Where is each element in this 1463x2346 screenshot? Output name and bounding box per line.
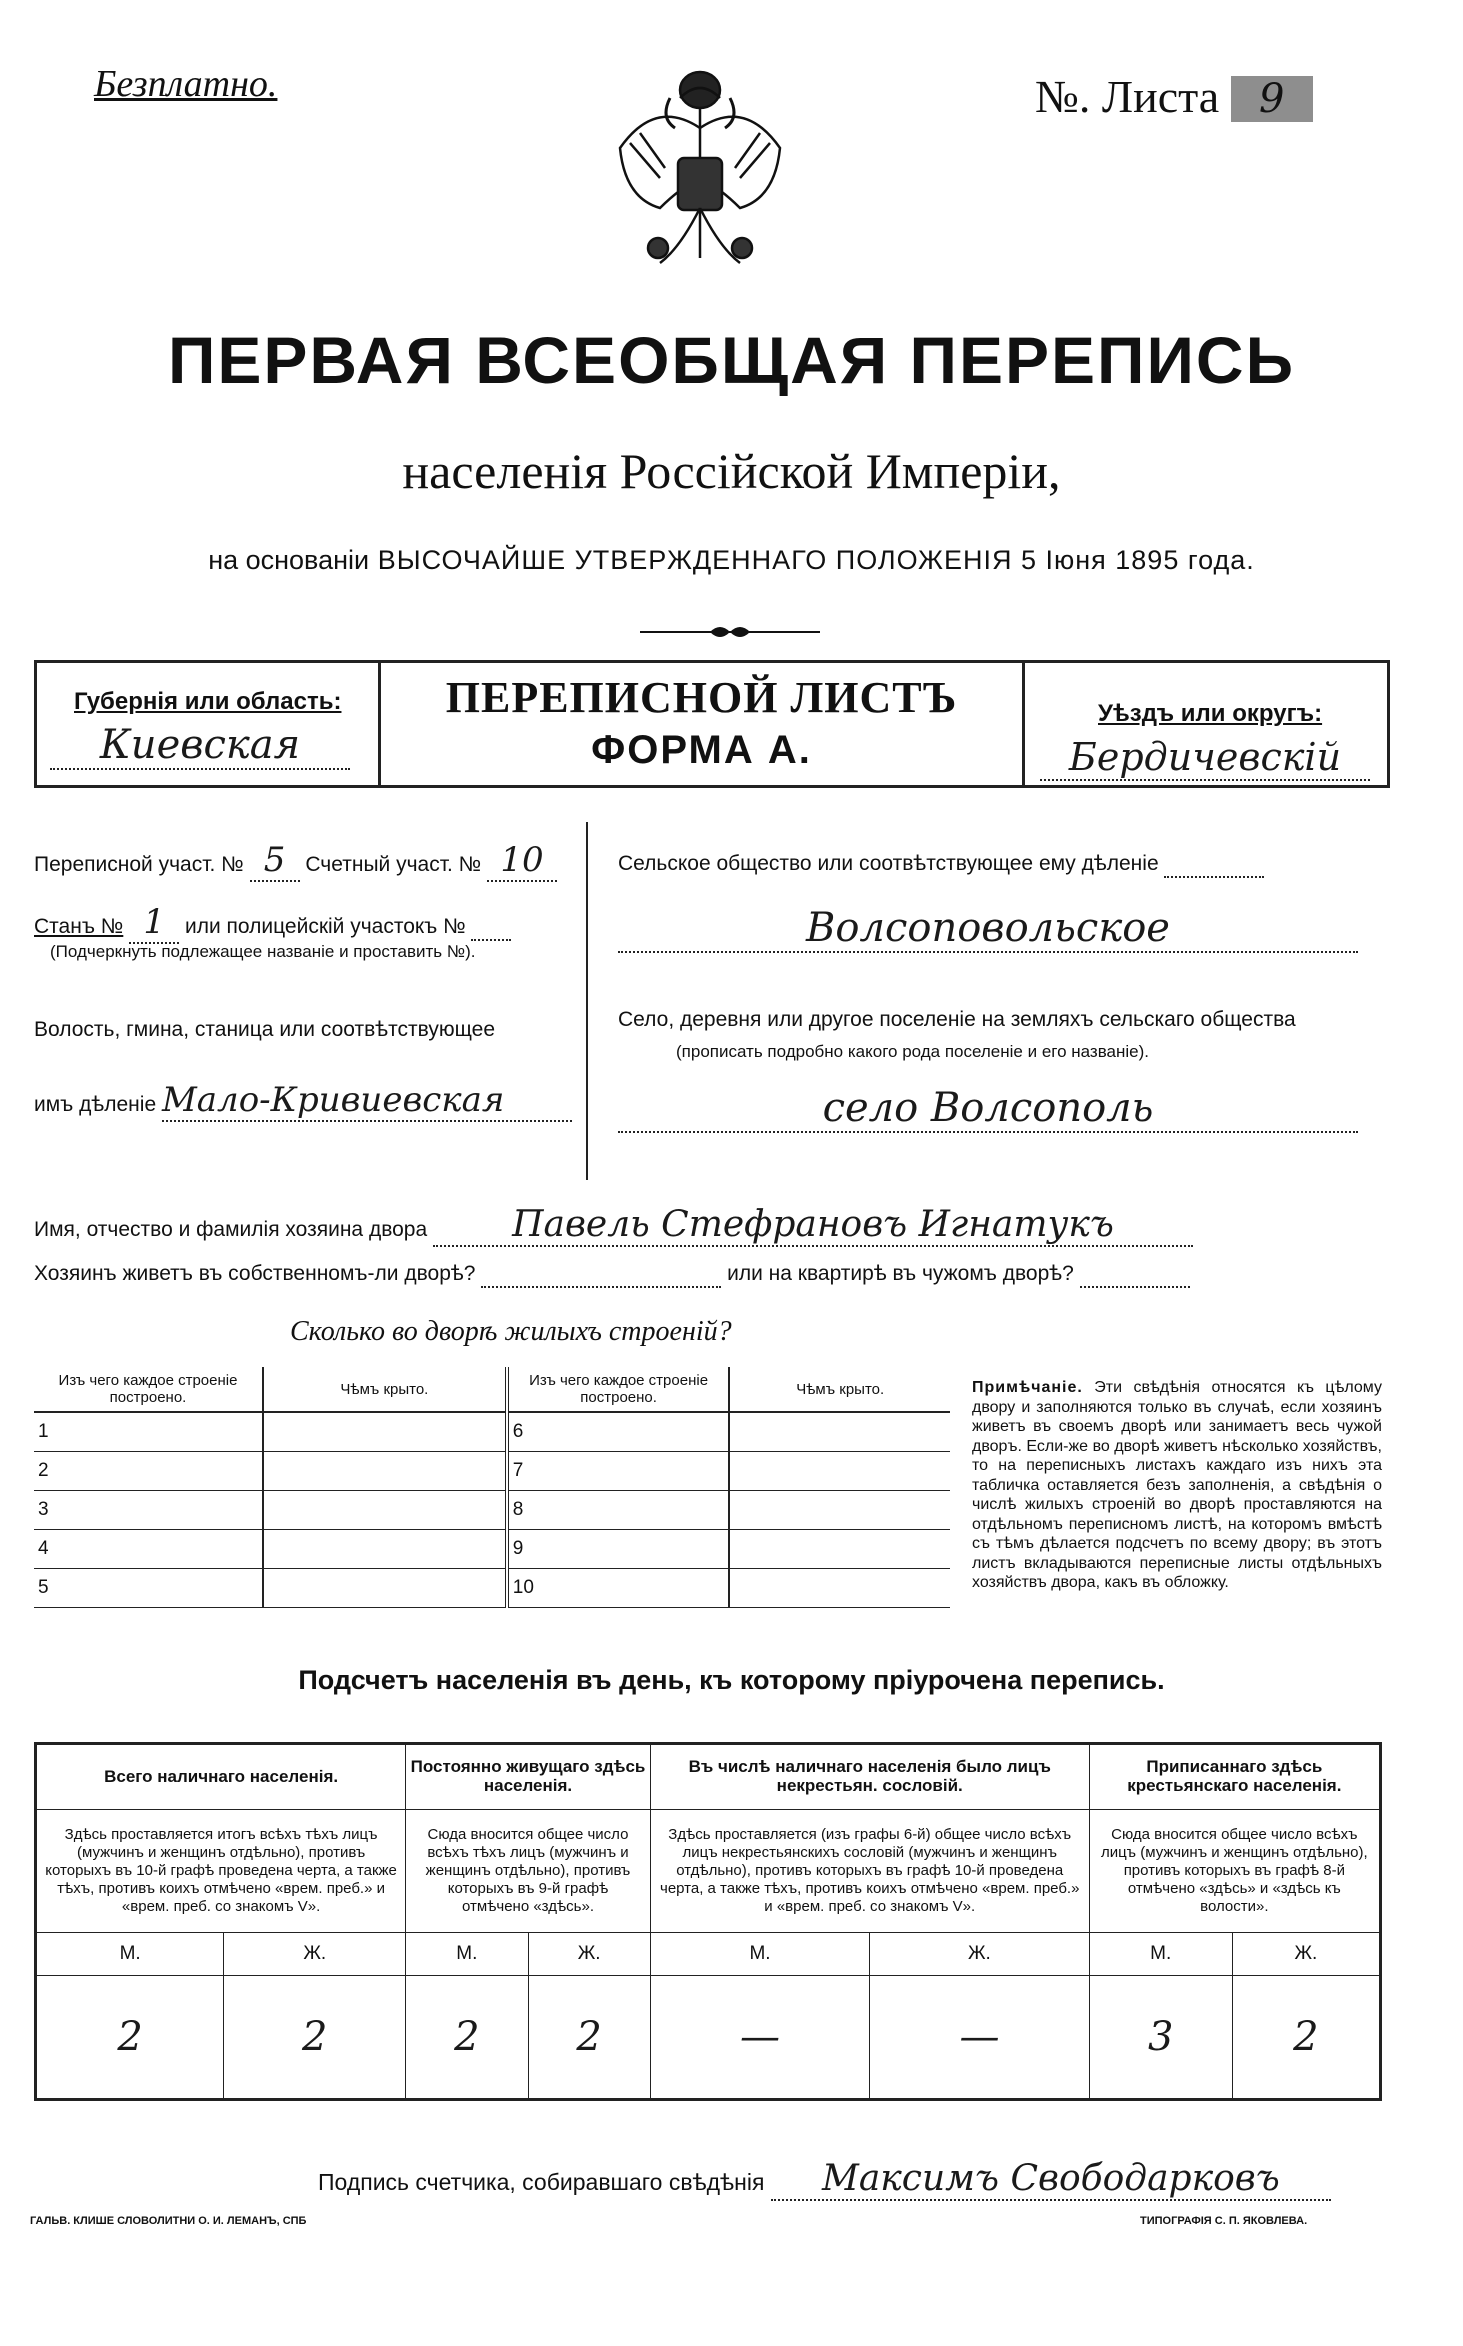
pop-col-2-desc: Сюда вносится общее число всѣхъ тѣхъ лицъ (мужчинъ и женщинъ отдѣльно), противъ которыхъ въ 9-й графѣ отмѣчено «здѣсь».	[406, 1810, 651, 1933]
roof-cell	[729, 1491, 950, 1530]
pop-col-1-header: Всего наличнаго населенія.	[36, 1744, 406, 1810]
value-nonpeasant-m: —	[650, 1976, 869, 2100]
society-label-line	[1164, 852, 1264, 878]
gubernia-label: Губернія или область:	[74, 688, 342, 715]
field-divider	[586, 822, 588, 1180]
pop-col-3-desc: Здѣсь проставляется (изъ графы 6-й) общее число всѣхъ лицъ некрестьянскихъ сословій (мужчинъ и женщинъ отдѣльно), противъ которыхъ въ графѣ 10-й проведена черта, а также тѣхъ, противъ коихъ отмѣчено «врем. преб.» и «врем. преб. со знакомъ V».	[650, 1810, 1089, 1933]
pop-col-1-desc: Здѣсь проставляется итогъ всѣхъ тѣхъ лицъ (мужчинъ и женщинъ отдѣльно), противъ которыхъ въ 10-й графѣ проведена черта, а также тѣхъ, противъ коихъ отмѣчено «врем. преб.» и «врем. преб. со знакомъ V».	[36, 1810, 406, 1933]
population-table	[34, 1742, 1382, 2101]
value-resident-f: 2	[528, 1976, 650, 2100]
value-peasant-f: 2	[1232, 1976, 1380, 2100]
free-label: Безплатно.	[94, 63, 278, 105]
uezd-value: Бердичевскій	[1040, 735, 1370, 781]
signature-row	[318, 2158, 1331, 2201]
value-nonpeasant-f: —	[870, 1976, 1089, 2100]
row-number: 7	[507, 1452, 730, 1491]
population-sex-row	[36, 1933, 1381, 1976]
basis-line	[0, 545, 1463, 576]
basis-prefix: на основаніи	[208, 545, 370, 575]
table-row	[34, 1569, 950, 1608]
census-area-value: 5	[250, 840, 300, 882]
gubernia-value: Киевская	[50, 722, 350, 770]
police-value-line	[471, 915, 511, 941]
owner-name-label: Имя, отчество и фамилія хозяина двора	[34, 1218, 428, 1241]
volost-value: Мало-Кривиевская	[162, 1080, 572, 1122]
buildings-question	[290, 1316, 732, 1348]
pop-col-4-header: Приписаннаго здѣсь крестьянскаго населенія.	[1089, 1744, 1380, 1810]
table-row	[34, 1491, 950, 1530]
female-label: Ж.	[224, 1933, 406, 1976]
pop-col-2-header: Постоянно живущаго здѣсь населенія.	[406, 1744, 651, 1810]
volost-label-2: имъ дѣленіе	[34, 1093, 157, 1116]
roof-cell	[729, 1452, 950, 1491]
row-number: 2	[34, 1452, 263, 1491]
printer-right: ТИПОГРАФІЯ С. П. ЯКОВЛЕВА.	[1140, 2215, 1308, 2227]
roof-cell	[729, 1530, 950, 1569]
owner-lives-label: Хозяинъ живетъ въ собственномъ-ли дворѣ?	[34, 1262, 476, 1285]
uezd-label: Уѣздъ или округъ:	[1098, 700, 1323, 727]
form-subtitle: ФОРМА А.	[591, 728, 812, 772]
ornament-divider	[640, 622, 820, 642]
owner-or-line	[1080, 1262, 1190, 1288]
volost-label: Волость, гмина, станица или соотвѣтствующее	[34, 1018, 495, 1041]
owner-or-label: или на квартирѣ въ чужомъ дворѣ?	[727, 1262, 1074, 1285]
roof-cell	[729, 1569, 950, 1608]
society-value: Волсоповольское	[618, 905, 1358, 953]
buildings-question-text: Сколько во дворѣ жилыхъ строеній?	[290, 1316, 732, 1347]
population-title: Подсчетъ населенія въ день, къ которому пріурочена перепись.	[298, 1665, 1165, 1695]
society-row	[618, 852, 1264, 878]
roof-cell	[263, 1491, 507, 1530]
main-title: ПЕРВАЯ ВСЕОБЩАЯ ПЕРЕПИСЬ	[167, 323, 1296, 397]
col-roof-right: Чѣмъ крыто.	[729, 1367, 950, 1412]
stan-label: Станъ №	[34, 915, 124, 938]
col-material-left: Изъ чего каждое строеніе построено.	[34, 1367, 263, 1412]
owner-lives-row	[34, 1262, 1190, 1288]
roof-cell	[263, 1569, 507, 1608]
row-number: 4	[34, 1530, 263, 1569]
male-label: М.	[1089, 1933, 1232, 1976]
table-row	[34, 1412, 950, 1452]
female-label: Ж.	[870, 1933, 1089, 1976]
counting-area-value: 10	[487, 840, 557, 882]
village-hint: (прописать подробно какого рода поселеніе и его названіе).	[676, 1042, 1150, 1061]
population-values-row	[36, 1976, 1381, 2100]
value-peasant-m: 3	[1089, 1976, 1232, 2100]
printer-left: ГАЛЬВ. КЛИШЕ СЛОВОЛИТНИ О. И. ЛЕМАНЪ, СПБ	[30, 2215, 307, 2227]
col-roof-left: Чѣмъ крыто.	[263, 1367, 507, 1412]
pop-col-3-header: Въ числѣ наличнаго населенія было лицъ некрестьян. сословій.	[650, 1744, 1089, 1810]
owner-name-value: Павель Стефрановъ Игнатукъ	[433, 1204, 1193, 1247]
buildings-table	[34, 1367, 950, 1608]
police-label: или полицейскій участокъ №	[185, 915, 466, 938]
counting-area-label: Счетный участ. №	[305, 853, 482, 876]
value-total-f: 2	[224, 1976, 406, 2100]
female-label: Ж.	[1232, 1933, 1380, 1976]
roof-cell	[263, 1412, 507, 1452]
sheet-number-label: №. Листа	[1035, 71, 1220, 122]
roof-cell	[263, 1452, 507, 1491]
female-label: Ж.	[528, 1933, 650, 1976]
male-label: М.	[36, 1933, 224, 1976]
owner-name-row	[34, 1204, 1193, 1247]
row-number: 1	[34, 1412, 263, 1452]
form-title: ПЕРЕПИСНОЙ ЛИСТЪ	[445, 673, 958, 722]
basis-rest: ВЫСОЧАЙШЕ УТВЕРЖДЕННАГО ПОЛОЖЕНІЯ 5 Іюня 1895 года.	[377, 545, 1255, 575]
value-resident-m: 2	[406, 1976, 528, 2100]
table-row	[34, 1452, 950, 1491]
row-number: 5	[34, 1569, 263, 1608]
owner-lives-line	[481, 1262, 721, 1288]
underline-hint: (Подчеркнуть подлежащее названіе и проставить №).	[50, 942, 476, 961]
volost-row	[34, 1080, 572, 1122]
stan-row	[34, 902, 511, 944]
col-material-right: Изъ чего каждое строеніе построено.	[507, 1367, 730, 1412]
row-number: 3	[34, 1491, 263, 1530]
row-number: 8	[507, 1491, 730, 1530]
male-label: М.	[650, 1933, 869, 1976]
note-text: Эти свѣдѣнія относятся къ цѣлому двору и заполняются только въ случаѣ, если хозяинъ живетъ въ своемъ дворѣ или занимаетъ весь чужой дворъ. Если-же во дворѣ живетъ нѣсколько хозяйствъ, то на переписныхъ листахъ каждаго изъ нихъ эта табличка оставляется безъ заполненія, а свѣдѣнія о числѣ жилыхъ строеній во дворѣ проставляются на отдѣльномъ переписномъ листѣ, на которомъ вмѣстѣ съ тѣмъ дѣлается подсчетъ по всему двору; въ этотъ листъ вкладываются переписные листы отдѣльныхъ хозяйствъ двора, какъ въ обложку.	[972, 1379, 1382, 1592]
village-label: Село, деревня или другое поселеніе на земляхъ сельскаго общества	[618, 1008, 1296, 1031]
census-area-row	[34, 840, 557, 882]
double-headed-eagle-emblem	[600, 58, 800, 288]
note-title: Примѣчаніе.	[972, 1379, 1083, 1396]
signature-value: Максимъ Свободарковъ	[771, 2158, 1331, 2201]
pop-col-4-desc: Сюда вносится общее число всѣхъ лицъ (мужчинъ и женщинъ отдѣльно), противъ которыхъ въ графѣ 8-й отмѣчено «здѣсь» и «здѣсь къ волости».	[1089, 1810, 1380, 1933]
population-desc-row	[36, 1810, 1381, 1933]
roof-cell	[263, 1530, 507, 1569]
subtitle: населенія Россійской Имперіи,	[402, 443, 1061, 499]
roof-cell	[729, 1412, 950, 1452]
row-number: 6	[507, 1412, 730, 1452]
value-total-m: 2	[36, 1976, 224, 2100]
census-area-label: Переписной участ. №	[34, 853, 244, 876]
header-divider-right	[1022, 660, 1025, 788]
buildings-table-header	[34, 1367, 950, 1412]
note-block	[972, 1378, 1382, 1593]
sheet-number	[1035, 70, 1313, 123]
row-number: 10	[507, 1569, 730, 1608]
society-label: Сельское общество или соотвѣтствующее ему дѣленіе	[618, 852, 1159, 875]
table-row	[34, 1530, 950, 1569]
population-header-row	[36, 1744, 1381, 1810]
stan-value: 1	[129, 902, 179, 944]
signature-label: Подпись счетчика, собиравшаго свѣдѣнія	[318, 2169, 765, 2195]
village-value: село Волсополь	[618, 1085, 1358, 1133]
sheet-number-value: 9	[1231, 76, 1313, 122]
male-label: М.	[406, 1933, 528, 1976]
row-number: 9	[507, 1530, 730, 1569]
